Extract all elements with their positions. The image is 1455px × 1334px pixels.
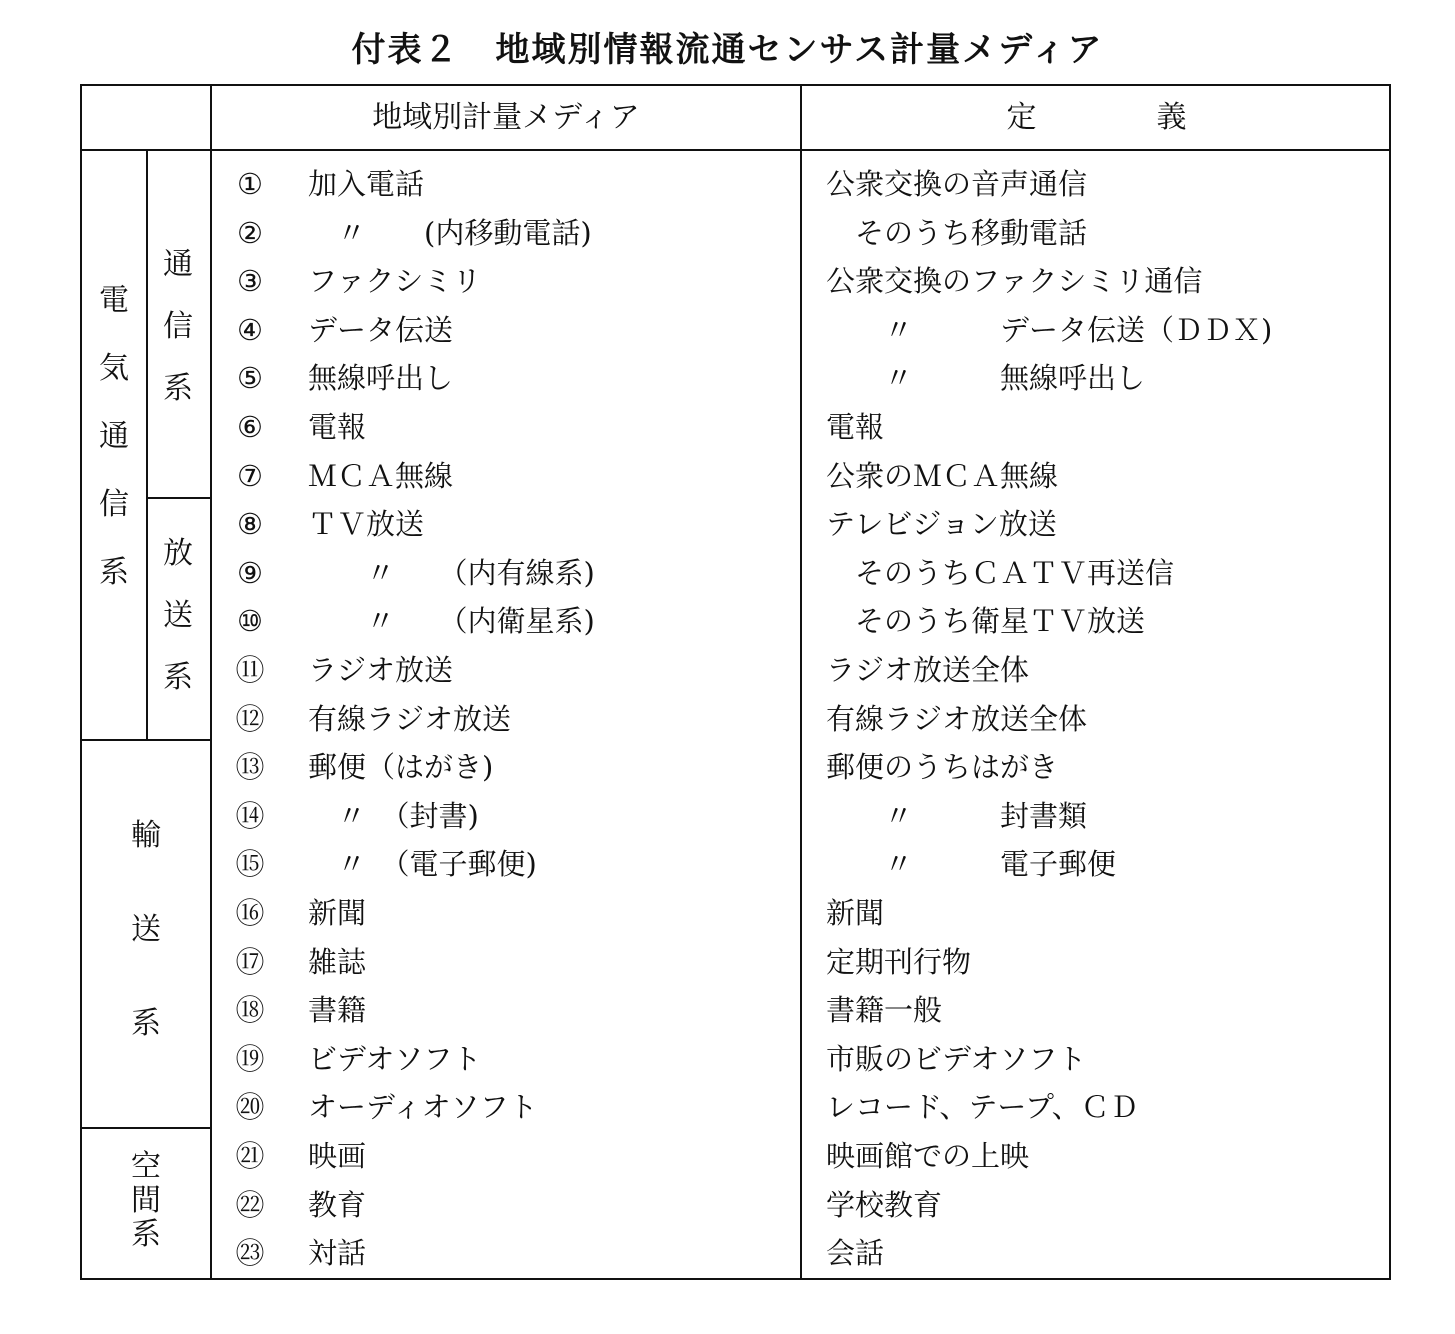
table-row bbox=[220, 986, 790, 1034]
row-number: ⑮ bbox=[235, 847, 265, 882]
category-transport bbox=[82, 818, 210, 1103]
table-row bbox=[220, 646, 790, 694]
media-name: 〃 （内有線系) bbox=[308, 555, 595, 590]
row-number: ⑬ bbox=[235, 750, 265, 785]
category-char: 通 bbox=[99, 419, 129, 454]
table-row bbox=[220, 452, 790, 500]
media-definition: 新聞 bbox=[826, 896, 885, 930]
media-name: 新聞 bbox=[308, 896, 367, 930]
category-space bbox=[82, 1149, 210, 1254]
row-number: ⑧ bbox=[237, 507, 263, 542]
table-row bbox=[220, 160, 790, 208]
media-name: ＴＶ放送 bbox=[308, 507, 425, 542]
category-char: 放 bbox=[163, 536, 193, 571]
category-char: 電 bbox=[99, 283, 129, 318]
table-title: 付表２ 地域別情報流通センサス計量メディア bbox=[351, 30, 1104, 70]
divider bbox=[82, 1127, 210, 1129]
media-definition: 映画館での上映 bbox=[826, 1139, 1030, 1173]
media-definition: ラジオ放送全体 bbox=[826, 653, 1030, 687]
media-name: 映画 bbox=[308, 1139, 367, 1173]
media-definition: 会話 bbox=[826, 1236, 885, 1271]
table-row bbox=[220, 209, 790, 257]
row-number: ⑪ bbox=[235, 653, 265, 687]
header-media: 地域別計量メディア bbox=[372, 100, 640, 135]
media-name: 郵便（はがき) bbox=[308, 750, 494, 785]
media-definition: 市販のビデオソフト bbox=[826, 1041, 1087, 1076]
media-definition: 〃 電子郵便 bbox=[826, 847, 1117, 882]
category-telecom bbox=[82, 283, 146, 626]
media-name: オーディオソフト bbox=[308, 1090, 538, 1125]
media-name: 無線呼出し bbox=[308, 361, 454, 396]
table-row bbox=[220, 743, 790, 791]
row-number: ⑳ bbox=[235, 1090, 265, 1125]
media-name: 有線ラジオ放送 bbox=[308, 701, 512, 736]
media-definition: 〃 データ伝送（ＤＤＸ) bbox=[826, 312, 1273, 347]
table-row bbox=[220, 1181, 790, 1229]
media-table bbox=[80, 84, 1391, 1280]
media-name: 雑誌 bbox=[308, 944, 367, 979]
category-char: 系 bbox=[131, 1217, 161, 1252]
media-name: 対話 bbox=[308, 1236, 367, 1271]
table-row bbox=[220, 938, 790, 986]
category-char: 系 bbox=[163, 660, 193, 695]
media-name: ラジオ放送 bbox=[308, 653, 454, 687]
media-definition: レコード、テープ、ＣＤ bbox=[826, 1090, 1139, 1125]
category-char: 系 bbox=[131, 1006, 161, 1041]
category-char: 送 bbox=[131, 912, 161, 947]
media-name: 〃 （電子郵便) bbox=[308, 847, 537, 882]
table-row bbox=[220, 695, 790, 743]
category-char: 系 bbox=[163, 371, 193, 406]
media-name: 教育 bbox=[308, 1187, 367, 1222]
table-row bbox=[220, 792, 790, 840]
table-row bbox=[220, 403, 790, 451]
media-definition: 電報 bbox=[826, 410, 885, 444]
category-char: 輸 bbox=[131, 818, 161, 853]
row-number: ⑰ bbox=[235, 944, 265, 979]
media-definition: 定期刊行物 bbox=[826, 944, 972, 979]
media-definition: 郵便のうちはがき bbox=[826, 750, 1059, 785]
media-name: データ伝送 bbox=[308, 312, 454, 347]
table-row bbox=[220, 1229, 790, 1277]
media-name: ビデオソフト bbox=[308, 1041, 482, 1076]
media-definition: 書籍一般 bbox=[826, 993, 943, 1028]
media-name: 〃 （封書) bbox=[308, 798, 479, 833]
media-definition: 〃 無線呼出し bbox=[826, 361, 1146, 396]
header-definition: 定 義 bbox=[1006, 100, 1187, 135]
table-row bbox=[220, 1132, 790, 1180]
media-name: 書籍 bbox=[308, 993, 367, 1028]
category-communication bbox=[146, 247, 210, 436]
row-number: ㉓ bbox=[235, 1236, 265, 1271]
category-char: 送 bbox=[163, 598, 193, 633]
row-number: ⑯ bbox=[235, 896, 265, 930]
media-definition: そのうち移動電話 bbox=[826, 215, 1088, 250]
table-row bbox=[220, 500, 790, 548]
category-char: 信 bbox=[99, 487, 129, 522]
table-row bbox=[220, 549, 790, 597]
media-definition: 公衆交換のファクシミリ通信 bbox=[826, 264, 1203, 299]
divider bbox=[82, 739, 210, 741]
media-name: 〃 (内移動電話) bbox=[308, 215, 592, 250]
row-number: ⑱ bbox=[235, 993, 265, 1028]
table-row bbox=[220, 1083, 790, 1131]
category-char: 空 bbox=[131, 1149, 161, 1184]
table-row bbox=[220, 840, 790, 888]
media-name: 加入電話 bbox=[308, 167, 425, 201]
media-definition: そのうちＣＡＴＶ再送信 bbox=[826, 555, 1175, 590]
divider bbox=[800, 86, 802, 1280]
row-number: ⑩ bbox=[237, 604, 263, 639]
media-definition: 有線ラジオ放送全体 bbox=[826, 701, 1088, 736]
table-row bbox=[220, 354, 790, 402]
category-char: 通 bbox=[163, 247, 193, 282]
divider bbox=[210, 86, 212, 1280]
table-row bbox=[220, 597, 790, 645]
row-number: ③ bbox=[237, 264, 263, 299]
row-number: ⑨ bbox=[237, 555, 263, 590]
category-broadcast bbox=[146, 536, 210, 725]
row-number: ⑦ bbox=[237, 458, 263, 493]
media-definition: 学校教育 bbox=[826, 1187, 943, 1222]
media-definition: テレビジョン放送 bbox=[826, 507, 1057, 542]
media-name: 〃 （内衛星系) bbox=[308, 604, 595, 639]
media-definition: 公衆のＭＣＡ無線 bbox=[826, 458, 1059, 493]
row-number: ② bbox=[237, 215, 263, 250]
row-number: ⑫ bbox=[235, 701, 265, 736]
row-number: ⑲ bbox=[235, 1041, 265, 1076]
media-name: 電報 bbox=[308, 410, 367, 444]
table-row bbox=[220, 889, 790, 937]
divider bbox=[146, 497, 210, 499]
row-number: ④ bbox=[237, 312, 263, 347]
category-char: 間 bbox=[131, 1183, 161, 1218]
media-definition: 〃 封書類 bbox=[826, 798, 1088, 833]
row-number: ⑭ bbox=[235, 798, 265, 833]
row-number: ㉒ bbox=[235, 1187, 265, 1222]
category-char: 気 bbox=[99, 351, 129, 386]
category-char: 系 bbox=[99, 555, 129, 590]
media-definition: 公衆交換の音声通信 bbox=[826, 167, 1088, 201]
media-name: ＭＣＡ無線 bbox=[308, 458, 454, 493]
row-number: ㉑ bbox=[235, 1139, 265, 1173]
row-number: ① bbox=[237, 167, 263, 201]
row-number: ⑤ bbox=[237, 361, 263, 396]
media-definition: そのうち衛星ＴＶ放送 bbox=[826, 604, 1146, 639]
media-name: ファクシミリ bbox=[308, 264, 482, 299]
table-row bbox=[220, 306, 790, 354]
table-row bbox=[220, 1035, 790, 1083]
category-char: 信 bbox=[163, 309, 193, 344]
row-number: ⑥ bbox=[237, 410, 263, 444]
table-row bbox=[220, 257, 790, 305]
